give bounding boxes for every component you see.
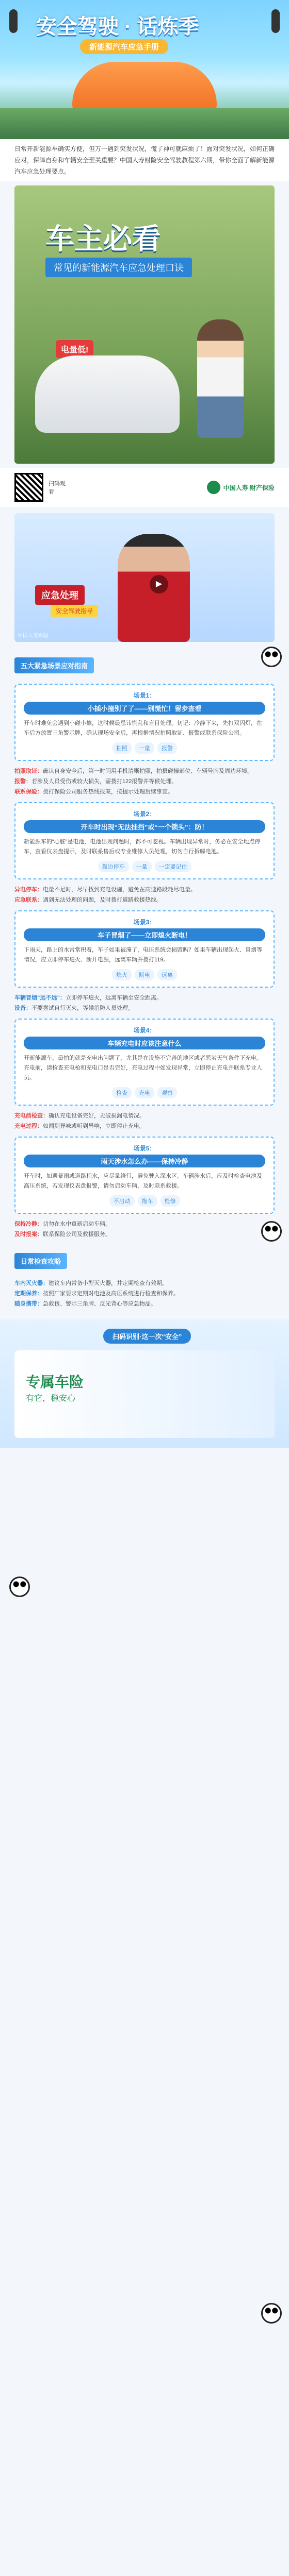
check-text: 急救包、警示三角牌、反光背心等应急物品。 [43,1301,156,1307]
qr-label: 扫码观看 [49,481,66,495]
qr-code[interactable] [14,473,43,502]
tip-item [14,895,275,905]
company-name: 中国人寿 财产保险 [223,484,275,492]
hero-banner [0,0,289,139]
poster-tag: 常见的新能源汽车应急处理口诀 [45,258,192,277]
scenario-card [14,1137,275,1214]
tip-text: 不要尝试自行灭火，等候消防人员处理。 [31,1005,134,1011]
tip-label: 联系保险： [14,789,43,795]
tip-item [14,993,275,1003]
footer-title: 扫码识别·这一次“安全” [103,1329,191,1344]
road-illustration [0,108,289,139]
tip-item [14,1229,275,1240]
scenario-body: 开车时难免会遇到小碰小擦，这时候最忌讳慌乱和盲目处理。切记：冷静下来，先打双闪灯，在车后方放置三角警示牌，确认现场安全后，再根据情况拍照取证、报警或联系保险公司。 [24,720,262,736]
tip-text: 遇到无法处理的问题，及时拨打道路救援热线。 [43,897,162,903]
scenario-body: 开新能源车，最怕的就是充电出问题了，尤其是在设施不完善的地区或者恶劣天气条件下充电。充电前，请检查充电枪和充电口是否完好，充电过程中如发现异常，立即停止充电并联系专业人员。 [24,1055,262,1081]
step-chip: 检查 [112,1087,132,1098]
panda-icon [261,2303,282,2324]
checks-list [14,1278,275,1309]
tip-label: 及时报案： [14,1231,43,1238]
scenario-body: 新能源车的“心脏”是电池，电池出现问题时，都不可忽视。车辆出现异常时，务必在安全地点停车，查看仪表盘提示，及时联系售后或专业维修人员处理，切勿自行拆解电池。 [24,839,261,855]
car-illustration [35,355,180,433]
footer [0,1319,289,1448]
tip-item [14,776,275,787]
tip-item [14,885,275,895]
video-subtag: 安全驾驶指导 [51,605,98,617]
poster-title: 车主必看 [45,223,161,255]
scenario-title: 小插小撞别了了——别慌忙！留步查看 [24,702,265,715]
step-chip: 拍照 [112,742,132,754]
step-chip: 断电 [135,969,154,980]
step-chip: 靠边停车 [98,861,129,872]
tip-text: 电量不足时，尽早找到充电设施，避免在高速路段耗尽电量。 [43,887,196,893]
scenario-head: 场景2： [133,810,156,818]
check-item [14,1299,275,1309]
section-title: 五大紧急场景应对指南 [14,657,94,673]
check-item [14,1278,275,1289]
scenario-body: 开车时，如遇暴雨或道路积水，应尽量绕行，避免驶入深水区。车辆涉水后，应及时检查电池及高压系统，若发现仪表盘报警，请勿启动车辆，及时联系救援。 [24,1173,262,1189]
tip-label: 保持冷静： [14,1221,43,1227]
step-chip: 检修 [160,1195,180,1207]
tips-list [14,1111,275,1131]
hero-title: 安全驾驶 · 话炼季 [36,15,199,38]
step-chip: 不启动 [109,1195,135,1207]
tip-text: 立即停车熄火，远离车辆至安全距离。 [66,995,162,1001]
tip-label: 异电停车： [14,887,43,893]
tip-item [14,787,275,797]
tip-label: 报警： [14,778,31,785]
tip-text: 确认自身安全后，第一时间用手机清晰拍照，拍摄碰撞部位、车辆号牌及周边环境。 [43,768,253,774]
tip-item [14,1121,275,1131]
poster [14,185,275,464]
hero-subtitle: 新能源汽车应急手册 [80,39,168,54]
scenario-card [14,910,275,988]
tip-text: 拨打保险公司服务热线报案，按提示处理后续事宜。 [43,789,173,795]
step-chip: 报警 [157,742,177,754]
tip-label: 车辆冒烟“远不远”： [14,995,66,1001]
battery-low-badge: 电量低! [56,340,93,358]
intro-text: 日常开新能源车确实方便，但万一遇到突发状况，慌了神可就麻烦了！面对突发状况，如何正确应对，保障自身和车辆安全至关重要？中国人寿财险安全驾驶教程第六期，带你全面了解新能源汽车应急处理要点。 [0,139,289,181]
step-chip: 一量 [132,861,152,872]
tips-list [14,993,275,1013]
step-chip: 拖车 [138,1195,157,1207]
scenario-steps [24,742,265,754]
scenario-head: 场景1： [133,692,156,699]
panda-icon [9,1577,30,1597]
tip-label: 应急联系： [14,897,43,903]
scenario-steps [24,969,265,980]
traffic-light-icon [271,9,280,33]
scenario-title: 雨天涉水怎么办——保持冷静 [24,1155,265,1167]
tip-text: 联系保险公司及救援服务。 [43,1231,111,1238]
scenario-title: 车辆充电时应该注意什么 [24,1037,265,1049]
section-title: 日常检查攻略 [14,1253,67,1269]
step-chip: 远离 [157,969,177,980]
panda-icon [261,647,282,667]
step-chip: 一定要记住 [155,861,191,872]
step-chip: 充电 [135,1087,154,1098]
traffic-light-icon [9,9,18,33]
scenario-card [14,684,275,761]
scenario-body: 下雨天，路上的水常常积着，车子如果被淹了，电压系统会损毁吗？如果车辆出现起火、冒烟等情况，应立即停车熄火、断开电源，远离车辆并拨打119。 [24,947,262,963]
check-label: 车内灭火器： [14,1280,49,1286]
check-text: 按照厂家要求定期对电池及高压系统进行检查和保养。 [43,1291,179,1297]
scenario-head: 场景4： [133,1027,156,1034]
tip-item [14,1003,275,1013]
scenario-title: 车子冒烟了——立即熄火断电！ [24,928,265,941]
tips-list [14,885,275,905]
step-chip: 熄火 [112,969,132,980]
play-icon[interactable]: ▶ [150,575,168,594]
check-text: 建议车内常备小型灭火器，并定期检查有效期。 [49,1280,168,1286]
step-chip: 一量 [135,742,154,754]
footer-banner-subtitle: 有它，稳安心 [26,1394,76,1403]
tip-text: 如闻到异味或听到异响，立即停止充电。 [43,1123,145,1129]
check-label: 随身携带： [14,1301,43,1307]
scenario-head: 场景5： [133,1145,156,1152]
tip-item [14,766,275,776]
footer-banner-title: 专属车险 [26,1374,84,1390]
tip-label: 充电前检查： [14,1113,49,1119]
tip-item [14,1219,275,1229]
scenario-head: 场景3： [133,919,156,926]
video-player[interactable] [14,513,275,642]
check-item [14,1289,275,1299]
tip-text: 若涉及人员受伤或较大损失，需拨打122报警并等候处理。 [31,778,178,785]
scenario-steps [24,1195,265,1207]
scenario-steps [24,861,265,872]
check-label: 定期保养： [14,1291,43,1297]
scenario-title: 开车时出现“无法挂挡”或“一个锁头”：防！ [24,820,265,833]
scenario-card [14,1019,275,1106]
qr-row [0,468,289,507]
video-tag: 应急处理 [35,585,85,605]
tip-label: 充电过程： [14,1123,43,1129]
tip-label: 设备： [14,1005,31,1011]
tips-list [14,1219,275,1240]
tip-item [14,1111,275,1121]
video-corner-label: 中国人寿财险 [18,633,49,639]
person-illustration [197,319,244,438]
tip-text: 确认充电设备完好，无破损漏电情况。 [49,1113,145,1119]
tip-text: 切勿在水中重新启动车辆。 [43,1221,111,1227]
scenario-steps [24,1087,265,1098]
panda-icon [261,1221,282,1242]
tips-list [14,766,275,797]
company-logo-icon [207,481,220,494]
company-logo [207,481,275,494]
step-chip: 观察 [157,1087,177,1098]
scenario-card [14,802,275,879]
tip-label: 拍照取证： [14,768,43,774]
